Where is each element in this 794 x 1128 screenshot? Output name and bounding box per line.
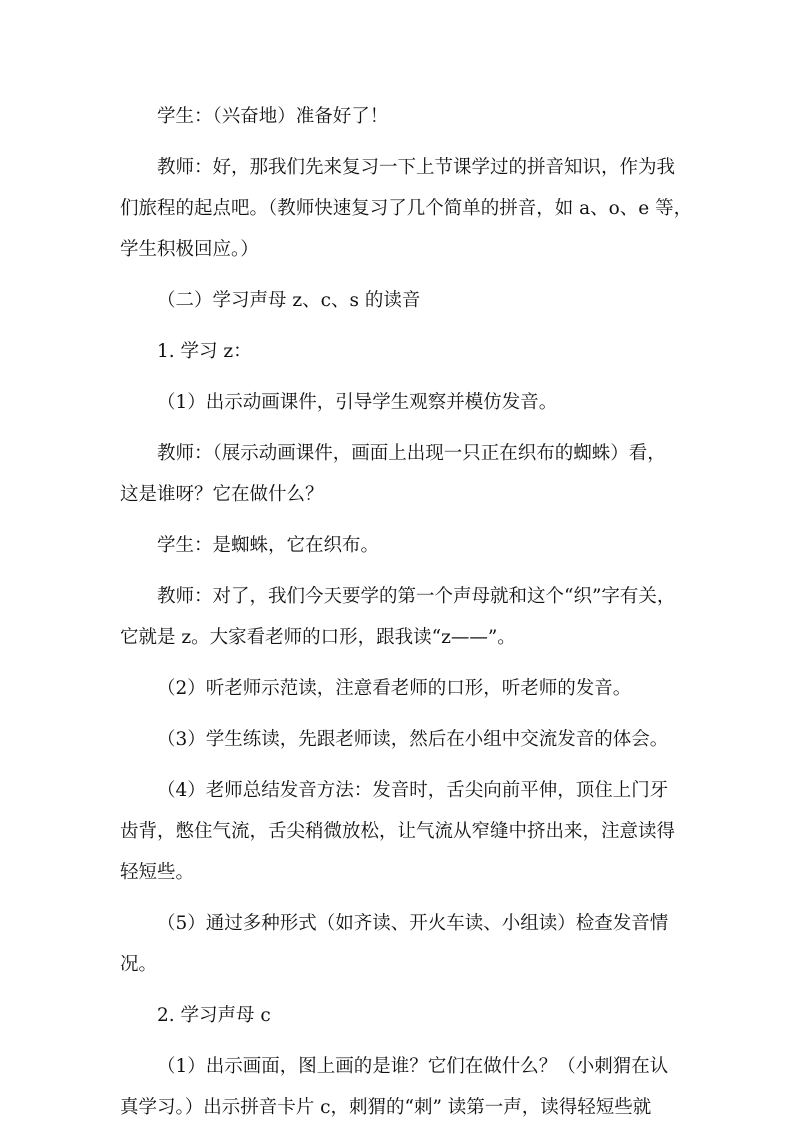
text-line: 1. 学习 z： [157, 341, 252, 362]
paragraph-gap [120, 515, 678, 525]
text-line: 况。 [120, 954, 158, 975]
text-line: 教师：（展示动画课件，画面上出现一只正在织布的蜘蛛）看， [157, 443, 666, 464]
text-line: 这是谁呀？它在做什么？ [120, 484, 324, 505]
paragraph-gap [120, 709, 678, 719]
paragraph-teacher-z [120, 576, 678, 658]
step-1-hedgehog [120, 1046, 678, 1128]
step-3-practice [120, 719, 678, 760]
paragraph-gap [120, 423, 678, 433]
text-line: 轻短些。 [120, 862, 195, 883]
subheading-learn-z [120, 331, 678, 372]
text-line: 学生：是蜘蛛，它在织布。 [157, 535, 380, 556]
subheading-learn-c [120, 995, 678, 1036]
paragraph-gap [120, 137, 678, 147]
text-line: 学生积极回应。） [120, 239, 259, 260]
paragraph-gap [120, 1036, 678, 1046]
paragraph-gap [120, 321, 678, 331]
paragraph-gap [120, 760, 678, 770]
text-line: （2）听老师示范读，注意看老师的口形，听老师的发音。 [157, 678, 632, 699]
step-4-method [120, 770, 678, 893]
paragraph-gap [120, 893, 678, 903]
text-line: （3）学生练读，先跟老师读，然后在小组中交流发音的体会。 [157, 729, 669, 750]
text-line: 们旅程的起点吧。（教师快速复习了几个简单的拼音，如 a、o、e 等， [120, 198, 693, 219]
text-line: 齿背，憋住气流，舌尖稍微放松，让气流从窄缝中挤出来，注意读得 [120, 821, 676, 842]
section-heading-zcs [120, 280, 678, 321]
text-line: （5）通过多种形式（如齐读、开火车读、小组读）检查发音情 [157, 913, 669, 934]
paragraph-gap [120, 658, 678, 668]
paragraph-gap [120, 985, 678, 995]
paragraph-teacher-spider [120, 433, 678, 515]
text-line: 2. 学习声母 c [157, 1005, 271, 1026]
paragraph-student-spider [120, 525, 678, 566]
text-line: （1）出示动画课件，引导学生观察并模仿发音。 [157, 392, 558, 413]
text-line: 教师：好，那我们先来复习一下上节课学过的拼音知识，作为我 [157, 157, 676, 178]
paragraph-student-ready [120, 96, 678, 137]
paragraph-gap [120, 372, 678, 382]
text-line: （二）学习声母 z、c、s 的读音 [157, 290, 421, 311]
paragraph-gap [120, 566, 678, 576]
step-2-demonstration [120, 668, 678, 709]
text-line: 学生：（兴奋地）准备好了！ [157, 106, 389, 127]
step-5-check [120, 903, 678, 985]
text-line: 真学习。）出示拼音卡片 c，刺猬的“刺” 读第一声，读得轻短些就 [120, 1097, 652, 1118]
text-line: （4）老师总结发音方法：发音时，舌尖向前平伸，顶住上门牙 [157, 780, 669, 801]
document-body [120, 96, 693, 1128]
text-line: （1）出示画面，图上画的是谁？它们在做什么？（小刺猬在认 [157, 1056, 669, 1077]
text-line: 教师：对了，我们今天要学的第一个声母就和这个“织”字有关， [157, 586, 676, 607]
step-1-animation [120, 382, 678, 423]
paragraph-gap [120, 270, 678, 280]
paragraph-teacher-review [120, 147, 693, 270]
text-line: 它就是 z。大家看老师的口形，跟我读“z——”。 [120, 627, 516, 648]
